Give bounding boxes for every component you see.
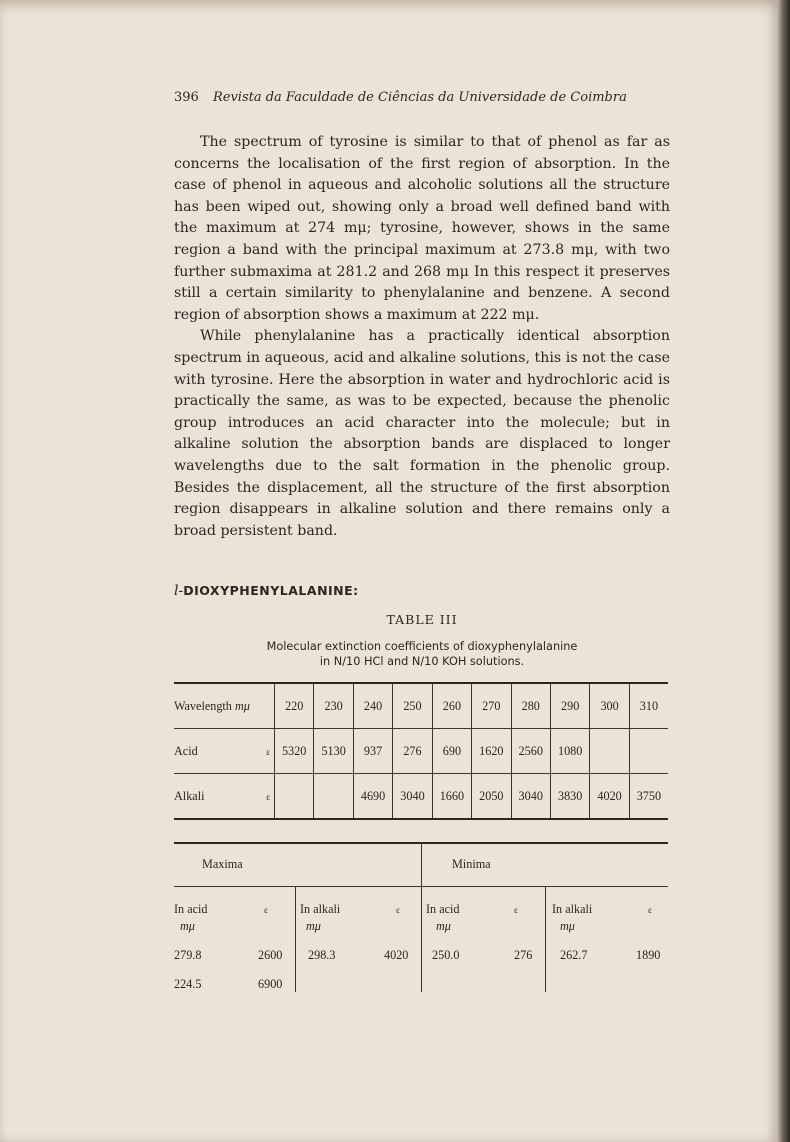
acid-cell: 937 xyxy=(353,729,392,774)
row-header xyxy=(174,729,275,774)
min-acid-wavelength: 250.0 xyxy=(432,948,460,962)
page-edge xyxy=(778,0,790,1142)
acid-cell xyxy=(629,729,668,774)
table-divider xyxy=(545,886,546,992)
alkali-cell: 4020 xyxy=(590,774,629,820)
journal-title: Revista da Faculdade de Ciências da Universidade de Coimbra xyxy=(212,90,627,105)
epsilon-symbol: ε xyxy=(266,791,270,802)
row-header xyxy=(174,774,275,820)
col-head-in-acid: In acid xyxy=(174,902,208,916)
min-acid-epsilon: 276 xyxy=(514,948,533,962)
paragraph: The spectrum of tyrosine is similar to that of phenol as far as concerns the localisation of the first region of absorption. In the case of phenol in aqueous and alcoholic solutions all the structure has been wiped out, showing only a broad well defined band with the maximum at 274 mμ; tyrosine, however, shows in the same region a band with the principal maximum at 273.8 mμ, with two further submaxima at 281.2 and 268 mμ In this respect it preserves still a certain similarity to phenylalanine and benzene. A second region of absorption shows a maximum at 222 mμ. xyxy=(174,134,670,323)
unit-label: mμ xyxy=(234,698,250,713)
acid-label: Acid xyxy=(174,743,198,758)
extinction-table xyxy=(174,682,668,820)
max-alkali-epsilon: 4020 xyxy=(384,948,409,962)
max-acid-epsilon: 6900 xyxy=(258,977,283,991)
epsilon-symbol: ε xyxy=(396,905,400,915)
unit-label: mμ xyxy=(436,919,451,933)
alkali-cell: 3040 xyxy=(393,774,432,820)
alkali-cell: 1660 xyxy=(432,774,471,820)
page-number: 396 xyxy=(174,90,199,105)
table-caption xyxy=(174,640,670,669)
maxima-heading: Maxima xyxy=(202,857,243,871)
minima-heading: Minima xyxy=(452,857,491,871)
epsilon-symbol: ε xyxy=(264,905,268,915)
wavelength-cell: 300 xyxy=(590,683,629,729)
table-divider xyxy=(421,842,422,992)
wavelength-cell: 250 xyxy=(393,683,432,729)
running-header xyxy=(174,90,674,105)
alkali-cell: 3830 xyxy=(550,774,589,820)
col-head-in-acid: In acid xyxy=(426,902,460,916)
section-title-text: DIOXYPHENYLALANINE: xyxy=(183,583,359,598)
epsilon-symbol: ε xyxy=(514,905,518,915)
col-head-in-alkali: In alkali xyxy=(552,902,593,916)
alkali-cell xyxy=(314,774,353,820)
wavelength-label: Wavelength xyxy=(174,698,232,713)
min-alkali-epsilon: 1890 xyxy=(636,948,661,962)
alkali-label: Alkali xyxy=(174,788,205,803)
alkali-cell xyxy=(275,774,314,820)
body-text xyxy=(174,132,670,542)
table-row-acid xyxy=(174,729,668,774)
acid-cell: 5320 xyxy=(275,729,314,774)
table-row-wavelength xyxy=(174,683,668,729)
row-header xyxy=(174,683,275,729)
unit-label: mμ xyxy=(306,919,321,933)
acid-cell: 1080 xyxy=(550,729,589,774)
acid-cell: 2560 xyxy=(511,729,550,774)
wavelength-cell: 260 xyxy=(432,683,471,729)
paragraph: While phenylalanine has a practically identical absorption spectrum in aqueous, acid and alkaline solutions, this is not the case with tyrosine. Here the absorption in water and hydrochloric acid is practically the same, as was to be expected, because the phenolic group introduces an acid character into the molecule; but in alkaline solution the absorption bands are displaced to longer wavelengths due to the salt formation in the phenolic group. Besides the displacement, all the structure of the first absorption region disappears in alkaline solution and there remains only a broad persistent band. xyxy=(174,328,670,539)
acid-cell xyxy=(590,729,629,774)
alkali-cell: 4690 xyxy=(353,774,392,820)
wavelength-cell: 310 xyxy=(629,683,668,729)
section-heading xyxy=(174,583,359,599)
wavelength-cell: 280 xyxy=(511,683,550,729)
table-divider xyxy=(295,886,296,992)
section-prefix: l- xyxy=(174,583,184,599)
wavelength-cell: 240 xyxy=(353,683,392,729)
wavelength-cell: 290 xyxy=(550,683,589,729)
table-label: TABLE III xyxy=(386,612,458,627)
epsilon-symbol: ε xyxy=(266,746,270,757)
max-acid-wavelength: 279.8 xyxy=(174,948,202,962)
alkali-cell: 2050 xyxy=(472,774,511,820)
alkali-cell: 3040 xyxy=(511,774,550,820)
acid-cell: 276 xyxy=(393,729,432,774)
alkali-cell: 3750 xyxy=(629,774,668,820)
col-head-in-alkali: In alkali xyxy=(300,902,341,916)
caption-line-2: in N/10 HCl and N/10 KOH solutions. xyxy=(319,654,525,668)
acid-cell: 1620 xyxy=(472,729,511,774)
unit-label: mμ xyxy=(180,919,195,933)
table-row-alkali xyxy=(174,774,668,820)
epsilon-symbol: ε xyxy=(648,905,652,915)
max-alkali-wavelength: 298.3 xyxy=(308,948,336,962)
wavelength-cell: 230 xyxy=(314,683,353,729)
caption-line-1: Molecular extinction coefficients of dioxyphenylalanine xyxy=(266,640,578,653)
acid-cell: 690 xyxy=(432,729,471,774)
unit-label: mμ xyxy=(560,919,575,933)
wavelength-cell: 270 xyxy=(472,683,511,729)
acid-cell: 5130 xyxy=(314,729,353,774)
min-alkali-wavelength: 262.7 xyxy=(560,948,588,962)
max-acid-wavelength: 224.5 xyxy=(174,977,202,991)
max-acid-epsilon: 2600 xyxy=(258,948,283,962)
wavelength-cell: 220 xyxy=(275,683,314,729)
